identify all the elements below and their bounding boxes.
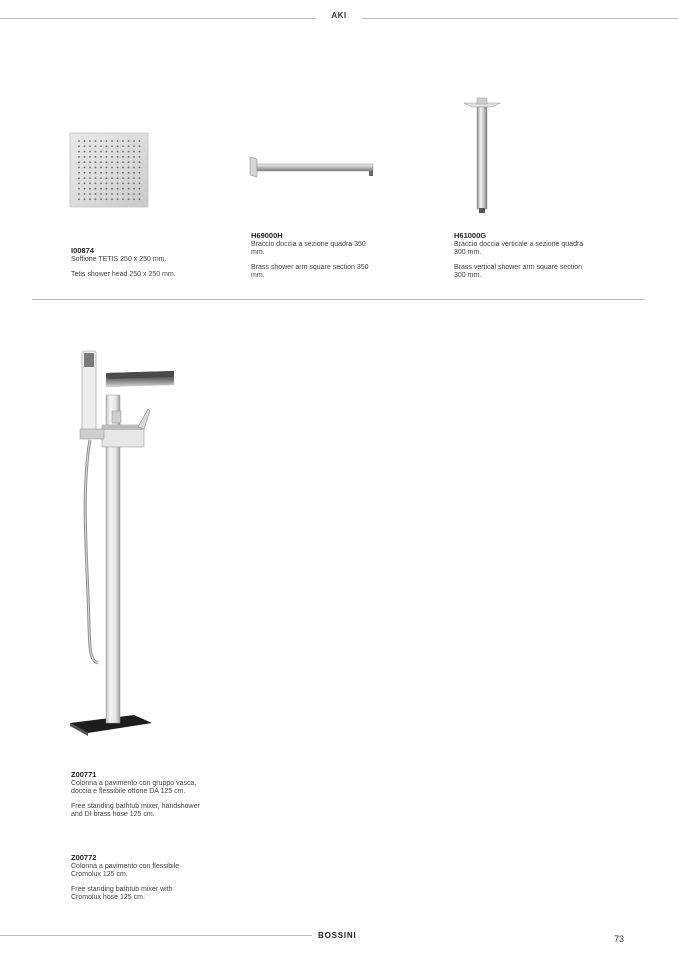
- nozzle: [78, 156, 80, 158]
- footer-rule: [0, 935, 312, 936]
- nozzle: [78, 177, 80, 179]
- nozzle: [89, 193, 91, 195]
- nozzle: [78, 167, 80, 169]
- nozzle: [117, 167, 119, 169]
- nozzle: [89, 167, 91, 169]
- nozzle: [122, 172, 124, 174]
- nozzle: [84, 145, 86, 147]
- nozzle: [111, 188, 113, 190]
- nozzle: [111, 140, 113, 142]
- nozzle: [106, 198, 108, 200]
- nozzle: [128, 140, 130, 142]
- nozzle: [128, 167, 130, 169]
- nozzle: [100, 156, 102, 158]
- nozzle: [111, 198, 113, 200]
- nozzle: [133, 161, 135, 163]
- nozzle: [100, 140, 102, 142]
- nozzle: [128, 198, 130, 200]
- nozzle: [89, 183, 91, 185]
- nozzle: [78, 140, 80, 142]
- nozzle: [106, 183, 108, 185]
- nozzle: [106, 151, 108, 153]
- nozzle: [111, 151, 113, 153]
- nozzle: [78, 151, 80, 153]
- nozzle: [139, 183, 141, 185]
- nozzle: [133, 167, 135, 169]
- nozzle: [106, 140, 108, 142]
- nozzle: [111, 177, 113, 179]
- nozzle: [106, 161, 108, 163]
- vertical-shower-arm-image: [462, 97, 502, 217]
- nozzle: [78, 183, 80, 185]
- nozzle: [84, 188, 86, 190]
- nozzle: [106, 193, 108, 195]
- nozzle: [139, 193, 141, 195]
- nozzle: [89, 156, 91, 158]
- nozzle: [117, 188, 119, 190]
- nozzle: [84, 161, 86, 163]
- product-code: Z00772: [71, 853, 97, 862]
- nozzle: [111, 156, 113, 158]
- nozzle: [122, 193, 124, 195]
- freestanding-bath-mixer-image: [68, 345, 178, 745]
- nozzle: [128, 145, 130, 147]
- nozzle: [106, 177, 108, 179]
- nozzle: [117, 177, 119, 179]
- nozzle: [84, 198, 86, 200]
- nozzle: [78, 193, 80, 195]
- nozzle: [122, 177, 124, 179]
- nozzle: [100, 161, 102, 163]
- nozzle: [139, 151, 141, 153]
- nozzle: [95, 172, 97, 174]
- nozzle: [133, 145, 135, 147]
- product-card-h69000h: [251, 231, 369, 280]
- nozzle: [106, 145, 108, 147]
- nozzle: [117, 145, 119, 147]
- nozzle: [117, 161, 119, 163]
- nozzle: [117, 156, 119, 158]
- nozzle: [78, 188, 80, 190]
- nozzle: [139, 167, 141, 169]
- product-desc-en: Brass vertical shower arm square section 300 mm.: [454, 264, 582, 279]
- nozzle: [133, 193, 135, 195]
- nozzle: [117, 183, 119, 185]
- section-divider: [32, 299, 645, 300]
- header-rule-right: [362, 18, 678, 19]
- nozzle: [139, 140, 141, 142]
- nozzle: [78, 161, 80, 163]
- nozzle: [95, 140, 97, 142]
- product-desc-en: Brass shower arm square section 350 mm.: [251, 264, 369, 279]
- nozzle: [106, 172, 108, 174]
- nozzle: [106, 156, 108, 158]
- nozzle: [100, 151, 102, 153]
- nozzle: [84, 151, 86, 153]
- nozzle: [122, 151, 124, 153]
- nozzle: [84, 167, 86, 169]
- nozzle: [133, 177, 135, 179]
- horizontal-shower-arm-image: [248, 155, 376, 181]
- nozzle: [100, 172, 102, 174]
- nozzle: [78, 145, 80, 147]
- nozzle: [128, 172, 130, 174]
- nozzle: [111, 193, 113, 195]
- product-desc-it: Colonna a pavimento con gruppo vasca, doccia e flessibile ottone DA 125 cm.: [71, 780, 197, 795]
- square-shower-head-image: [70, 133, 150, 209]
- nozzle: [84, 140, 86, 142]
- product-desc-en: Tetis shower head 250 x 250 mm.: [71, 271, 176, 278]
- nozzle: [122, 198, 124, 200]
- nozzle: [133, 188, 135, 190]
- nozzle: [84, 156, 86, 158]
- product-card-z00772: [71, 853, 201, 902]
- nozzle: [106, 188, 108, 190]
- nozzle: [133, 172, 135, 174]
- nozzle: [111, 161, 113, 163]
- product-card-z00771: [71, 770, 201, 819]
- nozzle: [128, 156, 130, 158]
- nozzle: [122, 145, 124, 147]
- nozzle: [100, 145, 102, 147]
- product-card-i00874: [71, 246, 231, 279]
- product-code: Z00771: [71, 770, 97, 779]
- product-desc-it: Braccio doccia verticale a sezione quadra 300 mm.: [454, 241, 584, 256]
- product-card-h61000g: [454, 231, 584, 280]
- nozzle: [78, 172, 80, 174]
- nozzle: [100, 183, 102, 185]
- nozzle: [139, 172, 141, 174]
- nozzle: [95, 193, 97, 195]
- nozzle: [122, 188, 124, 190]
- nozzle: [89, 172, 91, 174]
- nozzle: [95, 145, 97, 147]
- header-rule-left: [0, 18, 316, 19]
- nozzle: [89, 188, 91, 190]
- nozzle: [84, 193, 86, 195]
- nozzle: [95, 156, 97, 158]
- product-desc-en: Free standing bathtub mixer, handshower and DI brass hose 125 cm.: [71, 803, 200, 818]
- product-code: H69000H: [251, 231, 283, 240]
- nozzle: [84, 177, 86, 179]
- nozzle: [100, 177, 102, 179]
- nozzle: [122, 161, 124, 163]
- nozzle: [133, 156, 135, 158]
- nozzle: [122, 140, 124, 142]
- nozzle: [100, 198, 102, 200]
- nozzle: [95, 198, 97, 200]
- nozzle: [139, 161, 141, 163]
- page-number: 73: [614, 934, 625, 944]
- nozzle: [95, 151, 97, 153]
- product-desc-it: Colonna a pavimento con flessibile Cromolux 125 cm.: [71, 863, 180, 878]
- nozzle: [133, 183, 135, 185]
- nozzle: [133, 198, 135, 200]
- nozzle: [111, 167, 113, 169]
- nozzle: [95, 167, 97, 169]
- nozzle: [139, 177, 141, 179]
- nozzle: [128, 177, 130, 179]
- nozzle: [128, 183, 130, 185]
- section-title: AKI: [331, 11, 347, 20]
- nozzle: [89, 177, 91, 179]
- nozzle: [106, 167, 108, 169]
- product-desc-it: Soffione TETIS 250 x 250 mm.: [71, 256, 167, 263]
- nozzle: [139, 145, 141, 147]
- nozzle: [128, 193, 130, 195]
- brand-logo: BOSSINI: [318, 931, 357, 940]
- nozzle: [122, 167, 124, 169]
- nozzle: [133, 140, 135, 142]
- nozzle: [128, 188, 130, 190]
- nozzle: [89, 151, 91, 153]
- nozzle: [128, 161, 130, 163]
- nozzle: [139, 198, 141, 200]
- nozzle: [89, 198, 91, 200]
- nozzle: [100, 188, 102, 190]
- nozzle: [100, 167, 102, 169]
- nozzle: [111, 145, 113, 147]
- product-code: H61000G: [454, 231, 487, 240]
- nozzle: [95, 177, 97, 179]
- nozzle: [117, 198, 119, 200]
- product-code: I00874: [71, 246, 94, 255]
- nozzle: [111, 172, 113, 174]
- nozzle: [117, 151, 119, 153]
- nozzle: [139, 156, 141, 158]
- nozzle: [111, 183, 113, 185]
- nozzle: [139, 188, 141, 190]
- nozzle: [95, 183, 97, 185]
- nozzle: [100, 193, 102, 195]
- nozzle: [117, 193, 119, 195]
- nozzle: [84, 183, 86, 185]
- product-desc-en: Free standing bathtub mixer with Cromolux hose 125 cm.: [71, 886, 173, 901]
- product-desc-it: Braccio doccia a sezione quadra 350 mm.: [251, 241, 366, 256]
- nozzle: [117, 172, 119, 174]
- nozzle: [95, 188, 97, 190]
- nozzle: [122, 183, 124, 185]
- nozzle: [133, 151, 135, 153]
- nozzle: [95, 161, 97, 163]
- nozzle: [89, 145, 91, 147]
- nozzle: [84, 172, 86, 174]
- nozzle: [122, 156, 124, 158]
- nozzle: [89, 140, 91, 142]
- nozzle: [78, 198, 80, 200]
- nozzle: [117, 140, 119, 142]
- nozzle: [128, 151, 130, 153]
- nozzle: [89, 161, 91, 163]
